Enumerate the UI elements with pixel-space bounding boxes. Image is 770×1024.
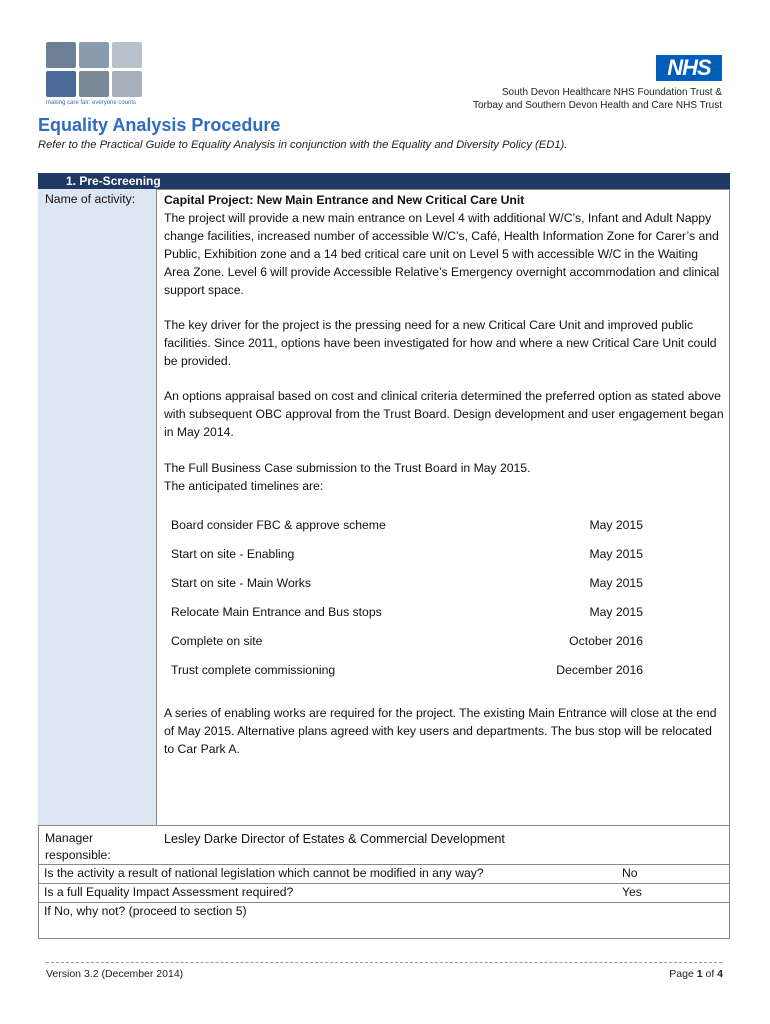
page-title: Equality Analysis Procedure bbox=[38, 115, 281, 135]
logo-tagline: making care fair: everyone counts bbox=[46, 100, 137, 106]
timeline-date: May 2015 bbox=[589, 518, 643, 532]
row-divider bbox=[38, 883, 730, 884]
timeline-date: December 2016 bbox=[556, 663, 643, 677]
row-divider bbox=[38, 825, 730, 826]
page-of: of bbox=[702, 968, 718, 980]
activity-paragraph-1: The project will provide a new main entrance on Level 4 with additional W/C’s, Infant and Adult Nappy change facilities, increased number of accessible W/C’s, Café, Health Information Zone for Carer’s and Public, Exhibition zone and a 14 bed critical care unit on Level 5 with accessible W/C in the Waiting Area Zone. Level 6 will provide Accessible Relative’s Emergency overnight accommodation and clinical support space. bbox=[164, 211, 720, 297]
question-why-not: If No, why not? (proceed to section 5) bbox=[44, 904, 247, 918]
timeline-date: October 2016 bbox=[569, 634, 643, 648]
timeline-task: Relocate Main Entrance and Bus stops bbox=[171, 605, 382, 619]
trust-photo-collage-logo bbox=[46, 42, 142, 98]
answer-legislation: No bbox=[622, 866, 638, 880]
footer-rule bbox=[46, 962, 722, 963]
nhs-logo: NHS bbox=[656, 55, 722, 81]
trust-name-line2: Torbay and Southern Devon Health and Care NHS Trust bbox=[472, 100, 722, 111]
timeline-row bbox=[171, 663, 643, 677]
timeline-task: Trust complete commissioning bbox=[171, 663, 336, 677]
question-legislation: Is the activity a result of national legislation which cannot be modified in any way? bbox=[44, 866, 484, 880]
activity-paragraph-4-line1: The Full Business Case submission to the Trust Board in May 2015. bbox=[164, 461, 531, 475]
row-divider bbox=[38, 902, 730, 903]
timeline-row bbox=[171, 634, 643, 648]
section-heading-text: 1. Pre-Screening bbox=[66, 174, 161, 188]
activity-paragraph-4-line2: The anticipated timelines are: bbox=[164, 479, 324, 493]
page-total: 4 bbox=[717, 968, 723, 980]
page-prefix: Page bbox=[669, 968, 697, 980]
activity-paragraph-2: The key driver for the project is the pressing need for a new Critical Care Unit and improved public facilities. Since 2011, options have been investigated for how and where a new Critical Care Unit could be provided. bbox=[164, 318, 717, 368]
timeline-task: Start on site - Main Works bbox=[171, 576, 311, 590]
page-current: 1 bbox=[696, 968, 703, 980]
section-heading bbox=[38, 173, 730, 189]
answer-full-eia: Yes bbox=[622, 885, 642, 899]
manager-value: Lesley Darke Director of Estates & Commercial Development bbox=[164, 832, 505, 846]
timeline-row bbox=[171, 518, 643, 532]
timeline-task: Complete on site bbox=[171, 634, 263, 648]
page-number bbox=[669, 968, 723, 980]
timeline-date: May 2015 bbox=[589, 547, 643, 561]
activity-label: Name of activity: bbox=[45, 192, 136, 206]
activity-title: Capital Project: New Main Entrance and New Critical Care Unit bbox=[164, 193, 525, 207]
timeline-task: Start on site - Enabling bbox=[171, 547, 295, 561]
page-subtitle: Refer to the Practical Guide to Equality Analysis in conjunction with the Equality and Diversity Policy (ED1). bbox=[38, 139, 568, 151]
activity-paragraph-3: An options appraisal based on cost and clinical criteria determined the preferred option as stated above with subsequent OBC approval from the Trust Board. Design development and user engagement began in May 2014. bbox=[164, 389, 724, 439]
row-divider bbox=[38, 864, 730, 865]
timeline-row bbox=[171, 576, 643, 590]
version-info: Version 3.2 (December 2014) bbox=[46, 968, 184, 980]
timeline-date: May 2015 bbox=[589, 576, 643, 590]
trust-name-line1: South Devon Healthcare NHS Foundation Trust & bbox=[501, 87, 722, 98]
timeline-date: May 2015 bbox=[589, 605, 643, 619]
timeline-row bbox=[171, 547, 643, 561]
label-column bbox=[38, 189, 157, 825]
question-full-eia: Is a full Equality Impact Assessment required? bbox=[44, 885, 294, 899]
manager-label: Manager responsible: bbox=[45, 831, 111, 862]
timeline-task: Board consider FBC & approve scheme bbox=[171, 518, 386, 532]
activity-paragraph-5: A series of enabling works are required for the project. The existing Main Entrance will close at the end of May 2015. Alternative plans agreed with key users and departments. The bus stop will be relocated to Car Park A. bbox=[164, 706, 717, 756]
timeline-row bbox=[171, 605, 643, 619]
